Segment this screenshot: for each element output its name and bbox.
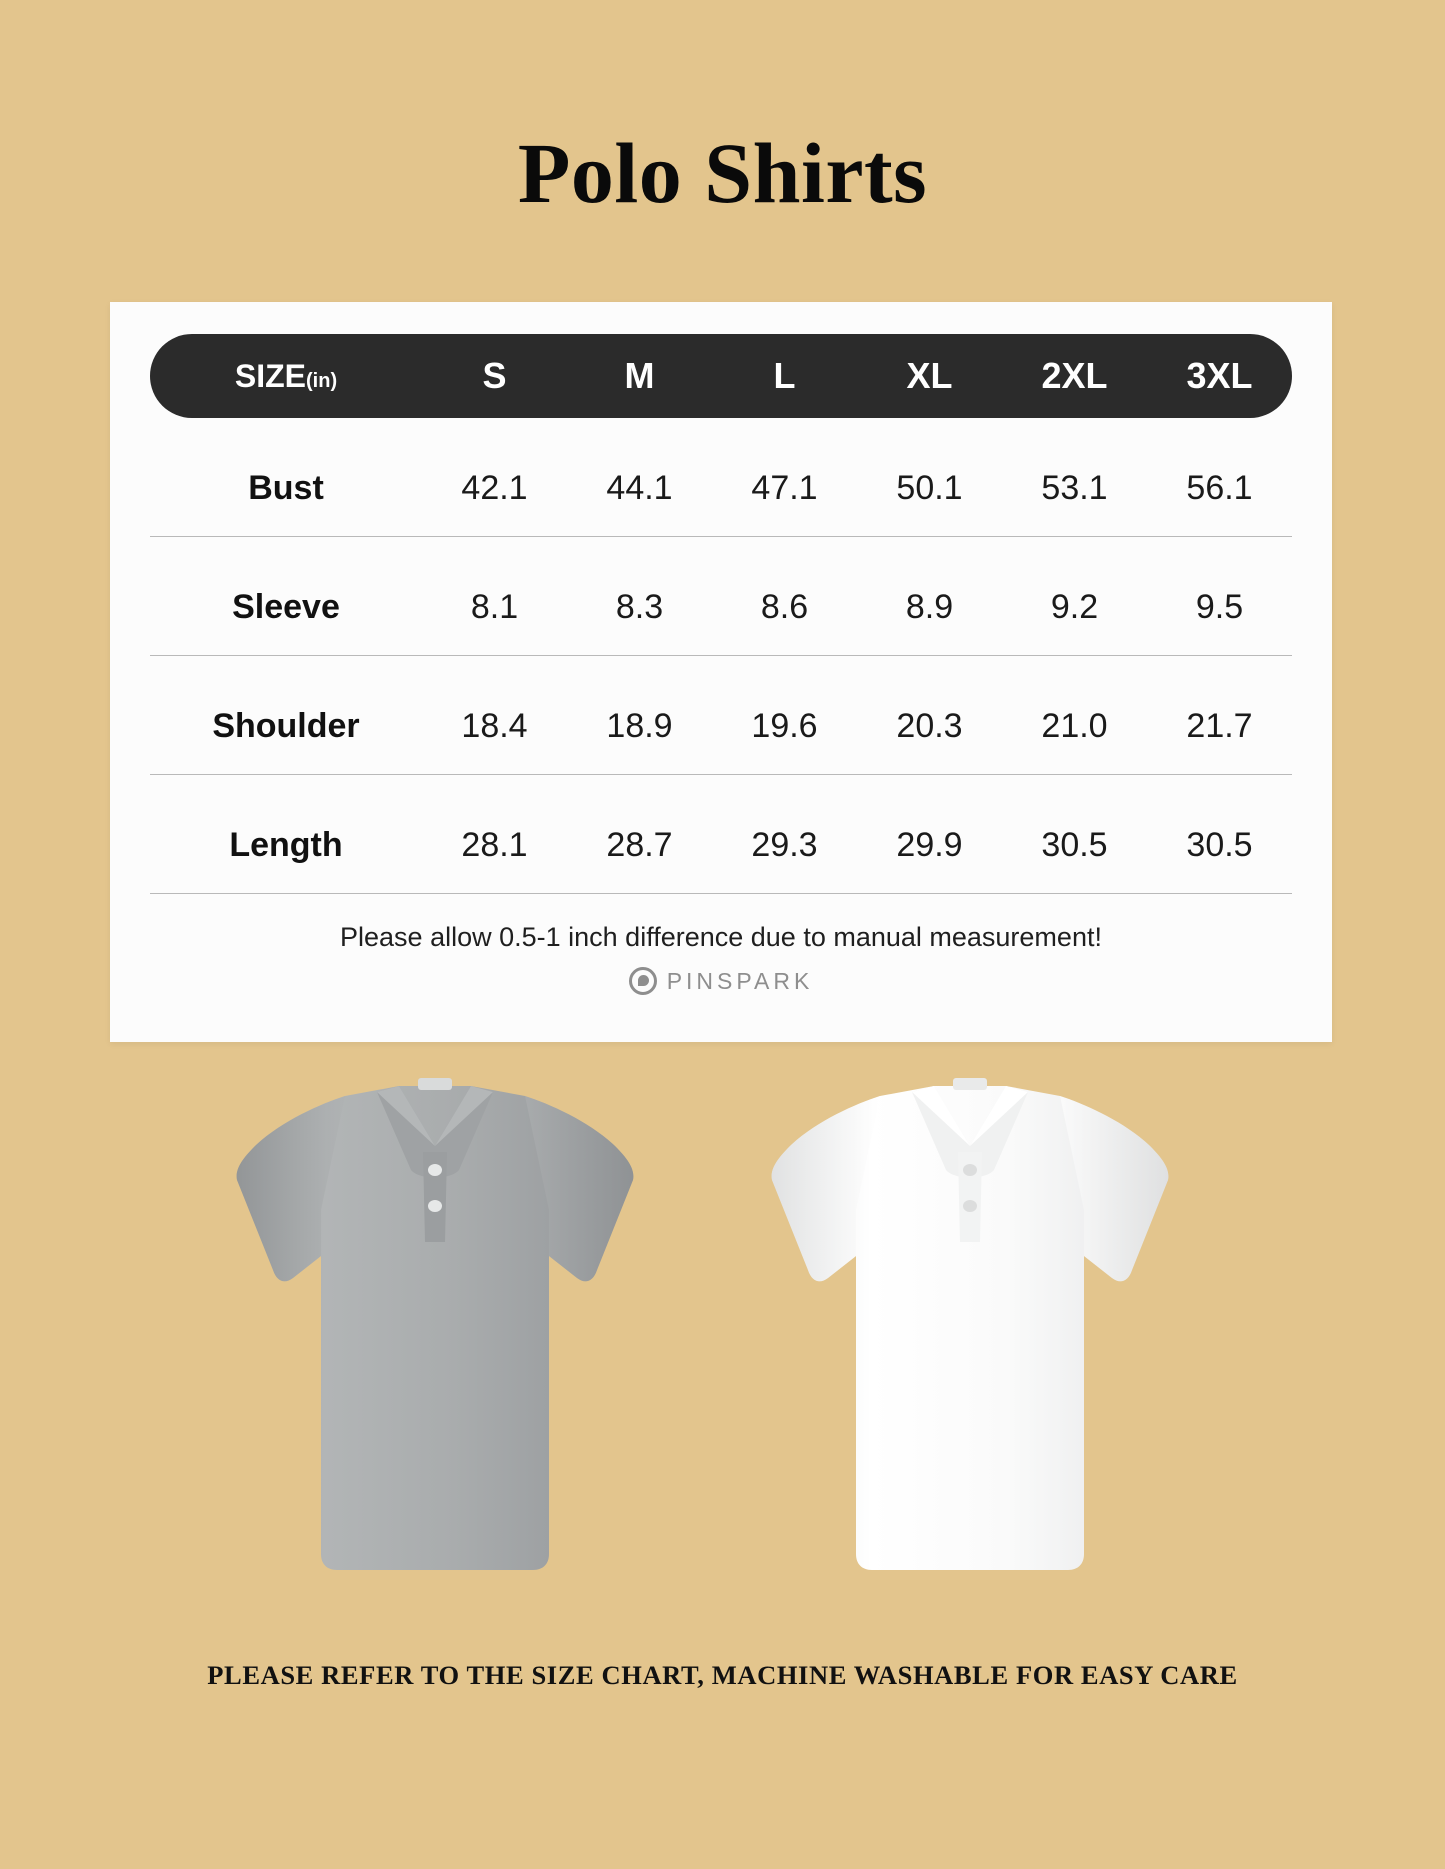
row-label-length: Length	[229, 825, 343, 864]
shoulder-xl: 20.3	[896, 706, 963, 745]
bust-3xl: 56.1	[1186, 468, 1253, 507]
size-col-s: S	[482, 355, 507, 396]
size-chart-table	[150, 334, 1292, 995]
table-row	[150, 678, 1292, 775]
shoulder-s: 18.4	[461, 706, 528, 745]
shirt-label	[953, 1078, 987, 1090]
length-s: 28.1	[461, 825, 528, 864]
length-3xl: 30.5	[1186, 825, 1253, 864]
shirt-label	[418, 1078, 452, 1090]
bust-2xl: 53.1	[1041, 468, 1108, 507]
sleeve-s: 8.1	[470, 587, 519, 626]
size-chart-card	[110, 302, 1332, 1042]
size-header-unit: (in)	[306, 369, 338, 392]
sleeve-m: 8.3	[615, 587, 664, 626]
size-col-m: M	[624, 355, 655, 396]
sleeve-l: 8.6	[760, 587, 809, 626]
shoulder-l: 19.6	[751, 706, 818, 745]
white-polo-shirt-graphic	[760, 1060, 1180, 1600]
size-col-3xl: 3XL	[1186, 355, 1253, 396]
white-polo-shirt-image	[760, 1060, 1180, 1600]
shoulder-m: 18.9	[606, 706, 673, 745]
care-instructions: PLEASE REFER TO THE SIZE CHART, MACHINE WASHABLE FOR EASY CARE	[207, 1660, 1238, 1690]
pinspark-icon	[629, 967, 657, 995]
row-label-sleeve: Sleeve	[232, 587, 340, 626]
sleeve-2xl: 9.2	[1050, 587, 1099, 626]
bust-m: 44.1	[606, 468, 673, 507]
shirt-button	[428, 1164, 442, 1176]
shoulder-3xl: 21.7	[1186, 706, 1253, 745]
size-header-text: SIZE	[234, 357, 307, 394]
shirt-button	[963, 1164, 977, 1176]
size-header-label	[150, 358, 422, 395]
shirt-button	[428, 1200, 442, 1212]
table-row	[150, 440, 1292, 537]
length-l: 29.3	[751, 825, 818, 864]
page-title: Polo Shirts	[517, 125, 928, 221]
size-col-2xl: 2XL	[1041, 355, 1108, 396]
bust-l: 47.1	[751, 468, 818, 507]
shoulder-2xl: 21.0	[1041, 706, 1108, 745]
product-photos	[0, 1040, 1445, 1600]
size-col-xl: XL	[906, 355, 953, 396]
length-xl: 29.9	[896, 825, 963, 864]
row-label-bust: Bust	[248, 468, 324, 507]
table-row	[150, 797, 1292, 894]
size-col-l: L	[773, 355, 796, 396]
grey-polo-shirt-graphic	[225, 1060, 645, 1600]
length-m: 28.7	[606, 825, 673, 864]
length-2xl: 30.5	[1041, 825, 1108, 864]
sleeve-3xl: 9.5	[1195, 587, 1244, 626]
row-label-shoulder: Shoulder	[212, 706, 360, 745]
table-row	[150, 559, 1292, 656]
brand-logo	[150, 967, 1292, 995]
brand-name: PINSPARK	[666, 967, 814, 994]
size-chart-header-row	[150, 334, 1292, 418]
sleeve-xl: 8.9	[905, 587, 954, 626]
grey-polo-shirt-image	[225, 1060, 645, 1600]
bust-xl: 50.1	[896, 468, 963, 507]
shirt-button	[963, 1200, 977, 1212]
measurement-note: Please allow 0.5-1 inch difference due to manual measurement!	[340, 922, 1102, 952]
bust-s: 42.1	[461, 468, 528, 507]
